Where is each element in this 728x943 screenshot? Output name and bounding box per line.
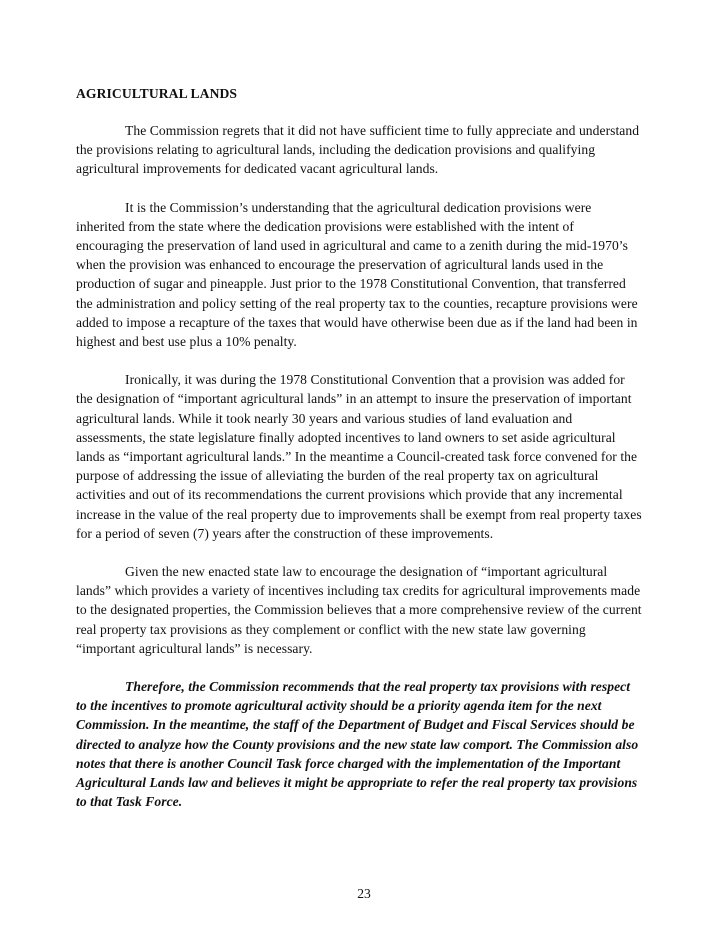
paragraph-important-agricultural-lands: Ironically, it was during the 1978 Constitutional Convention that a provision was added for the designation of “important agricultural lands” in an attempt to insure the preservation of important agricultural lands. While it took nearly 30 years and various studies of land evaluation and assessments, the state legislature finally adopted incentives to land owners to set aside agricultural lands as “important agricultural lands.” In the meantime a Council-created task force convened for the purpose of addressing the issue of alleviating the burden of the real property tax on agricultural activities and out of its recommendations the current provisions which provide that any incremental increase in the value of the real property due to improvements shall be exempt from real property taxes for a period of seven (7) years after the construction of these improvements.	[76, 372, 642, 541]
paragraph-intro: The Commission regrets that it did not have sufficient time to fully appreciate and understand the provisions relating to agricultural lands, including the dedication provisions and qualifying agricultural improvements for dedicated vacant agricultural lands.	[76, 123, 640, 177]
paragraph-dedication-history: It is the Commission’s understanding that the agricultural dedication provisions were inherited from the state where the dedication provisions were established with the intent of encouraging the preservation of land used in agricultural and came to a zenith during the mid-1970’s when the provision was enhanced to encourage the preservation of agricultural lands used in the production of sugar and pineapple. Just prior to the 1978 Constitutional Convention, that transferred the administration and policy setting of the real property tax to the counties, recapture provisions were added to impose a recapture of the taxes that would have otherwise been due as if the land had been in highest and best use plus a 10% penalty.	[76, 199, 638, 350]
page-content	[76, 84, 642, 831]
page-number: 23	[357, 886, 371, 901]
paragraph-recommendation: Therefore, the Commission recommends that the real property tax provisions with respect to the incentives to promote agricultural activity should be a priority agenda item for the next Commission. In the meantime, the staff of the Department of Budget and Fiscal Services should be directed to analyze how the County provisions and the new state law comport. The Commission also notes that there is another Council Task force charged with the implementation of the Important Agricultural Lands law and believes it might be appropriate to refer the real property tax provisions to that Task Force.	[76, 679, 639, 810]
paragraph-new-state-law: Given the new enacted state law to encourage the designation of “important agricultural lands” which provides a variety of incentives including tax credits for agricultural improvements made to the designated properties, the Commission believes that a more comprehensive review of the current real property tax provisions as they complement or conflict with the new state law governing “important agricultural lands” is necessary.	[76, 564, 642, 656]
section-heading: AGRICULTURAL LANDS	[76, 86, 238, 101]
